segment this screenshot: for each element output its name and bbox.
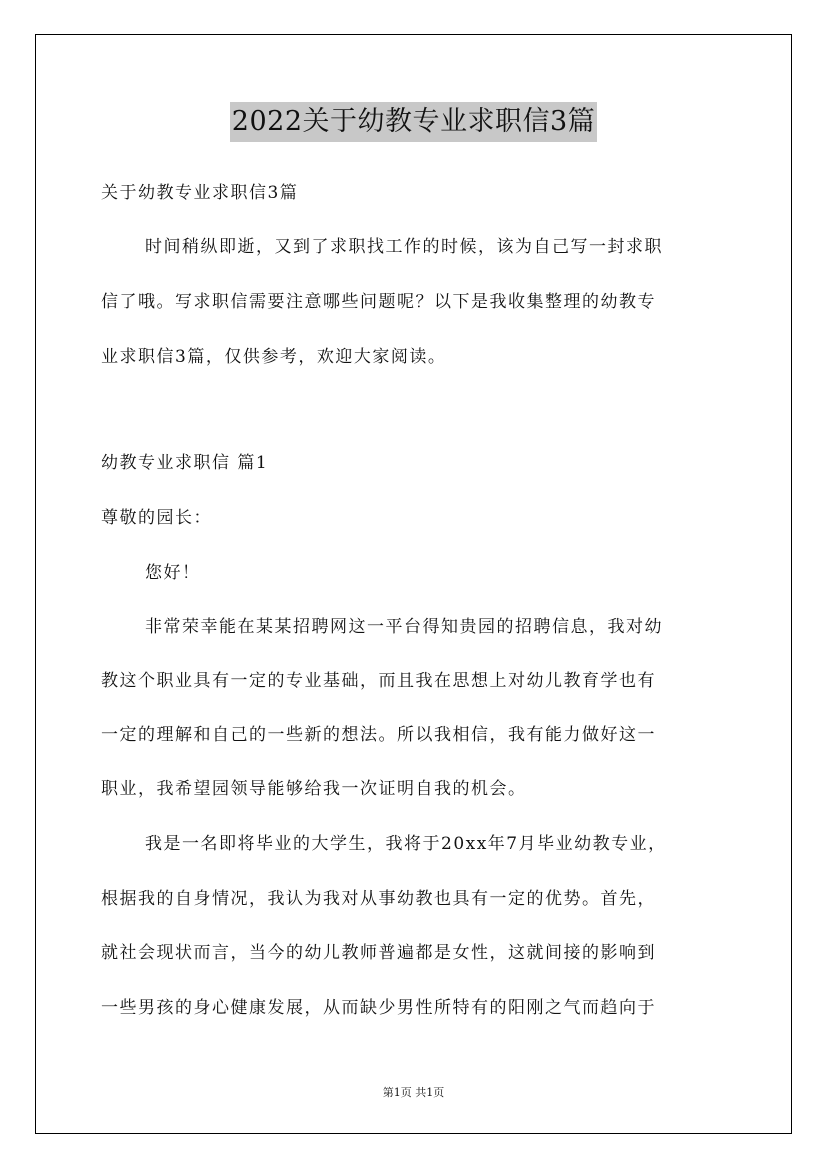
document-title: 2022关于幼教专业求职信3篇: [230, 102, 597, 142]
intro-line-2: 信了哦。写求职信需要注意哪些问题呢？以下是我收集整理的幼教专: [101, 292, 656, 312]
para1-line-2: 教这个职业具有一定的专业基础，而且我在思想上对幼儿教育学也有: [101, 671, 656, 691]
para1-line-1: 非常荣幸能在某某招聘网这一平台得知贵园的招聘信息，我对幼: [145, 617, 663, 637]
document-subtitle: 关于幼教专业求职信3篇: [101, 183, 299, 203]
section-heading: 幼教专业求职信 篇1: [101, 453, 269, 473]
intro-line-1: 时间稍纵即逝，又到了求职找工作的时候，该为自己写一封求职: [145, 237, 663, 257]
page-number: 第1页 共1页: [382, 1086, 445, 1099]
para2-line-1: 我是一名即将毕业的大学生，我将于20xx年7月毕业幼教专业，: [145, 834, 667, 854]
para1-line-4: 职业，我希望园领导能够给我一次证明自我的机会。: [101, 779, 527, 799]
para2-line-3: 就社会现状而言，当今的幼儿教师普遍都是女性，这就间接的影响到: [101, 943, 656, 963]
intro-line-3: 业求职信3篇，仅供参考，欢迎大家阅读。: [101, 347, 447, 367]
para2-line-2: 根据我的自身情况，我认为我对从事幼教也具有一定的优势。首先，: [101, 889, 656, 909]
para1-line-3: 一定的理解和自己的一些新的想法。所以我相信，我有能力做好这一: [101, 725, 656, 745]
salutation: 尊敬的园长：: [101, 508, 212, 528]
para2-line-4: 一些男孩的身心健康发展，从而缺少男性所特有的阳刚之气而趋向于: [101, 998, 656, 1018]
greeting: 您好！: [145, 563, 201, 583]
